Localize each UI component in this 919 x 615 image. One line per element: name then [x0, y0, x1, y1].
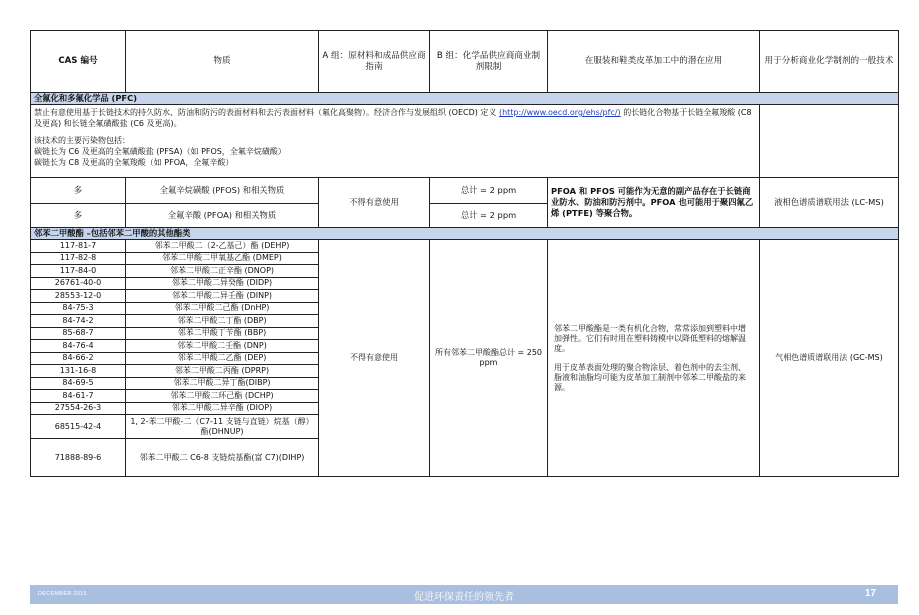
cas-cell: 28553-12-0 — [31, 290, 126, 303]
cas-cell: 多 — [31, 204, 126, 228]
pfc-intro-row — [31, 105, 899, 178]
substance-cell: 全氟辛酸 (PFOA) 和相关物质 — [126, 204, 319, 228]
pfc-pollutants-title: 该技术的主要污染物包括： — [34, 136, 130, 145]
pfc-intro-prefix: 禁止有意使用基于长链技术的持久防水、防油和防污的表面材料和去污表面材料（氟化高聚物）。经济合作与发展组织 (OECD) 定义 — [34, 108, 499, 117]
restricted-substances-table — [30, 30, 899, 477]
phthalates-section-title: 邻苯二甲酸酯 –包括邻苯二甲酸的其他酯类 — [31, 228, 899, 240]
footer-date: DECEMBER 2015 — [38, 591, 87, 597]
substance-cell: 邻苯二甲酸二壬酯 (DNP) — [126, 340, 319, 353]
header-group-b: B 组：化学品供应商商业制剂限制 — [430, 31, 548, 93]
substance-cell: 邻苯二甲酸二环己酯 (DCHP) — [126, 390, 319, 403]
oecd-link[interactable]: (http://www.oecd.org/ehs/pfc/) — [498, 108, 621, 117]
substance-cell: 邻苯二甲酸二异癸酯 (DIDP) — [126, 277, 319, 290]
cas-cell: 117-82-8 — [31, 252, 126, 265]
cas-cell: 27554-26-3 — [31, 402, 126, 415]
substance-cell: 邻苯二甲酸二（2-乙基己）酯 (DEHP) — [126, 240, 319, 253]
substance-cell: 邻苯二甲酸二乙酯 (DEP) — [126, 352, 319, 365]
pfc-section-row — [31, 93, 899, 105]
page-number: 17 — [864, 588, 876, 599]
pfc-limit-a: 不得有意使用 — [319, 178, 430, 228]
substance-cell: 邻苯二甲酸二异丁酯(DIBP) — [126, 377, 319, 390]
pfc-application: PFOA 和 PFOS 可能作为无意的副产品存在于长链商业防水、防油和防污剂中。PFOA 也可能用于聚四氟乙烯 (PTFE) 等聚合物。 — [548, 178, 760, 228]
cas-cell: 84-69-5 — [31, 377, 126, 390]
pfc-pollutant-1: 碳链长为 C6 及更高的全氟磺酸盐 (PFSA)（如 PFOS，全氟辛烷磺酸） — [34, 147, 286, 156]
pfc-section-title: 全氟化和多氟化学品 (PFC) — [31, 93, 899, 105]
substance-cell: 邻苯二甲酸二丁酯 (DBP) — [126, 315, 319, 328]
substance-cell: 邻苯二甲酸丁苄酯 (BBP) — [126, 327, 319, 340]
substance-cell: 1, 2-苯二甲酸-二（C7-11 支链与直链）烷基（醇）酯(DHNUP) — [126, 415, 319, 439]
cas-cell: 84-74-2 — [31, 315, 126, 328]
cas-cell: 84-75-3 — [31, 302, 126, 315]
cas-cell: 68515-42-4 — [31, 415, 126, 439]
phthalates-application — [548, 240, 760, 477]
header-row — [31, 31, 899, 93]
phthalates-application-1: 邻苯二甲酸酯是一类有机化合物，常常添加到塑料中增加弹性。它们有时用在塑料铸模中以降低塑料的熔解温度。 — [554, 323, 746, 353]
table-row — [31, 178, 899, 204]
substance-cell: 邻苯二甲酸二异壬酯 (DINP) — [126, 290, 319, 303]
header-technique: 用于分析商业化学制剂的一般技术 — [760, 31, 899, 93]
page-footer — [30, 585, 898, 604]
restricted-substances-table-wrapper — [30, 30, 898, 477]
pfc-pollutant-2: 碳链长为 C8 及更高的全氟羧酸（如 PFOA，全氟辛酸） — [34, 158, 234, 167]
header-cas: CAS 编号 — [31, 31, 126, 93]
substance-cell: 邻苯二甲酸二正辛酯 (DNOP) — [126, 265, 319, 278]
pfc-intro-suffix: 的长链化合物基于长链全氟羧酸 (C8 及更高) 和长链全氟磺酸盐 (C6 及更高)。 — [34, 108, 752, 128]
substance-cell: 邻苯二甲酸二丙酯 (DPRP) — [126, 365, 319, 378]
cas-cell: 117-84-0 — [31, 265, 126, 278]
pfc-intro-text — [34, 107, 756, 129]
phthalates-technique: 气相色谱质谱联用法 (GC-MS) — [760, 240, 899, 477]
substance-cell: 邻苯二甲酸二异辛酯 (DIOP) — [126, 402, 319, 415]
phthalates-section-row — [31, 228, 899, 240]
limit-b-cell: 总计 = 2 ppm — [430, 204, 548, 228]
cas-cell: 84-76-4 — [31, 340, 126, 353]
table-row — [31, 240, 899, 253]
substance-cell: 全氟辛烷磺酸 (PFOS) 和相关物质 — [126, 178, 319, 204]
cas-cell: 71888-89-6 — [31, 439, 126, 477]
header-group-a: A 组：原材料和成品供应商指南 — [319, 31, 430, 93]
phthalates-application-2: 用于皮革表面处理的聚合物涂层、着色剂中的去尘剂、脂液和油脂均可能为皮革加工制剂中邻苯二甲酸盐的来源。 — [554, 362, 746, 392]
substance-cell: 邻苯二甲酸二甲氧基乙酯 (DMEP) — [126, 252, 319, 265]
cas-cell: 多 — [31, 178, 126, 204]
pfc-technique: 液相色谱质谱联用法 (LC-MS) — [760, 178, 899, 228]
pfc-intro-empty — [760, 105, 899, 178]
phthalates-limit-a: 不得有意使用 — [319, 240, 430, 477]
phthalates-limit-b: 所有邻苯二甲酸酯总计 = 250 ppm — [430, 240, 548, 477]
cas-cell: 117-81-7 — [31, 240, 126, 253]
cas-cell: 84-66-2 — [31, 352, 126, 365]
cas-cell: 26761-40-0 — [31, 277, 126, 290]
substance-cell: 邻苯二甲酸二 C6-8 支链烷基酯(富 C7)(DIHP) — [126, 439, 319, 477]
footer-tagline: 促进环保责任的领先者 — [414, 592, 514, 603]
cas-cell: 131-16-8 — [31, 365, 126, 378]
pfc-intro-cell — [31, 105, 760, 178]
cas-cell: 84-61-7 — [31, 390, 126, 403]
header-substance: 物质 — [126, 31, 319, 93]
substance-cell: 邻苯二甲酸二己酯 (DnHP) — [126, 302, 319, 315]
cas-cell: 85-68-7 — [31, 327, 126, 340]
limit-b-cell: 总计 = 2 ppm — [430, 178, 548, 204]
header-application: 在服装和鞋类皮革加工中的潜在应用 — [548, 31, 760, 93]
